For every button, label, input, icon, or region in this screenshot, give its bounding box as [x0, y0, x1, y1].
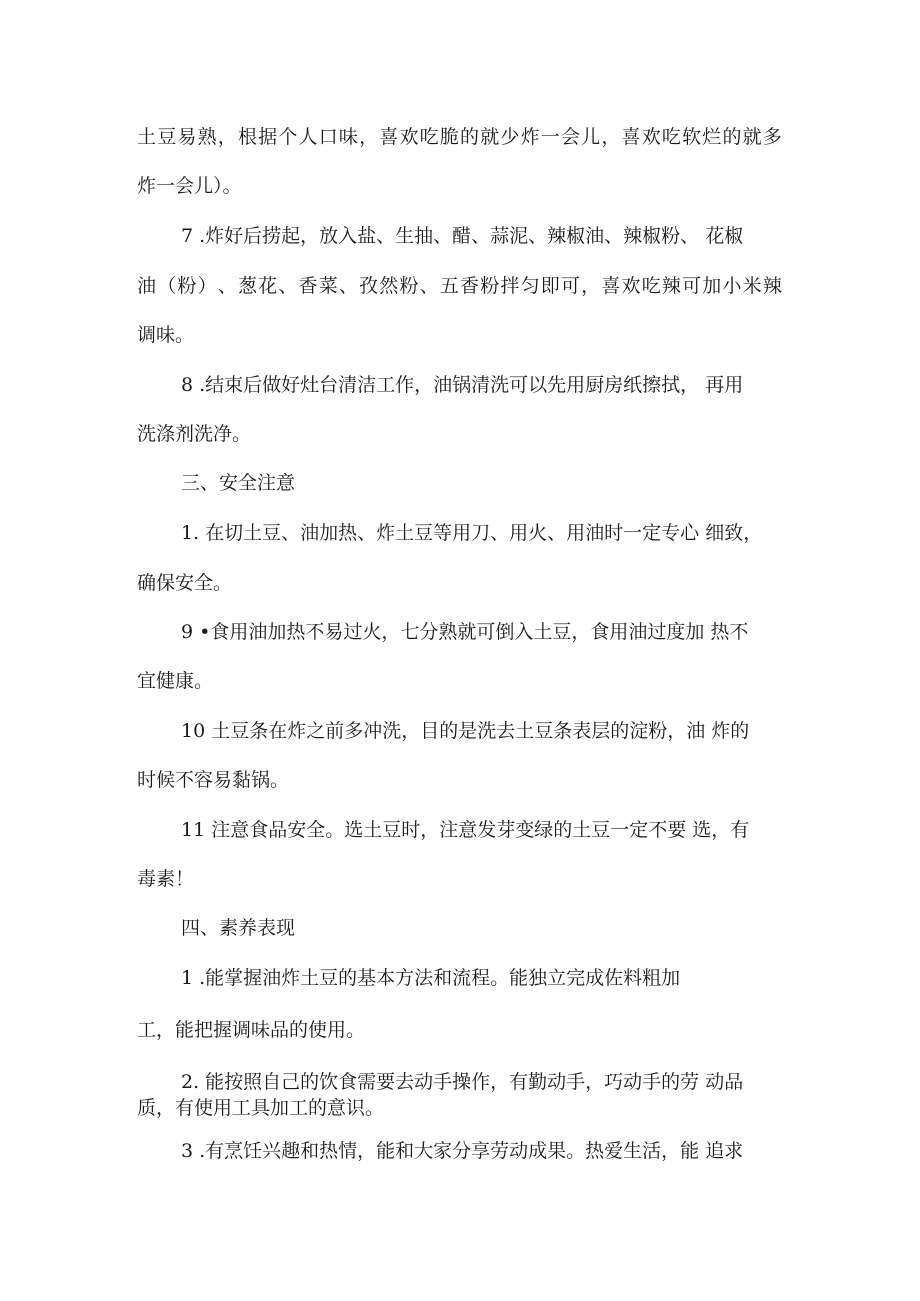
paragraph-line: 时候不容易黏锅。 — [137, 769, 290, 791]
paragraph-line: 7 .炸好后捞起，放入盐、生抽、醋、蒜泥、辣椒油、辣椒粉、 花椒 — [181, 225, 744, 247]
paragraph-line: 宜健康。 — [137, 670, 214, 692]
paragraph-line: 炸一会儿）。 — [137, 175, 242, 197]
paragraph-line: 油 （ 粉 ） 、 葱 花 、 香 菜 、 孜 然 粉 、 五 香 粉 拌 匀 即 可 ， 喜 欢 吃 辣 可 加 小 米 辣 — [137, 275, 782, 297]
paragraph-line: 10 土豆条在炸之前多冲洗，目的是洗去土豆条表层的淀粉，油 炸的 — [181, 720, 750, 742]
paragraph-line: 11 注意食品安全。选土豆时，注意发芽变绿的土豆一定不要 选，有 — [181, 819, 750, 841]
paragraph-line: 洗涤剂洗净。 — [137, 423, 252, 445]
paragraph-line: 工，能把握调味品的使用。 — [137, 1019, 366, 1041]
paragraph-line: 毒素！ — [137, 868, 195, 890]
paragraph-line: 土 豆 易 熟 ， 根 据 个 人 口 味 ， 喜 欢 吃 脆 的 就 少 炸 一 会 儿 ， 喜 欢 吃 软 烂 的 就 多 — [137, 126, 782, 148]
section-heading: 四、素养表现 — [181, 917, 296, 939]
paragraph-line: 确保安全。 — [137, 572, 233, 594]
paragraph-line: 3 .有烹饪兴趣和热情，能和大家分享劳动成果。热爱生活，能 追求 — [181, 1140, 744, 1162]
paragraph-line: 9 •食用油加热不易过火，七分熟就可倒入土豆，食用油过度加 热不 — [181, 621, 749, 643]
section-heading: 三、安全注意 — [181, 472, 296, 494]
paragraph-line: 1. 在切土豆、油加热、炸土豆等用刀、用火、用油时一定专心 细致， — [181, 522, 763, 544]
paragraph-line: 1 .能掌握油炸土豆的基本方法和流程。能独立完成佐料粗加 — [181, 967, 681, 989]
paragraph-line: 质，有使用工具加工的意识。 — [137, 1097, 385, 1119]
paragraph-line: 8 .结束后做好灶台清洁工作，油锅清洗可以先用厨房纸擦拭， 再用 — [181, 374, 744, 396]
paragraph-line: 2. 能按照自己的饮食需要去动手操作，有勤动手，巧动手的劳 动品 — [181, 1071, 744, 1093]
paragraph-line: 调味。 — [137, 324, 195, 346]
